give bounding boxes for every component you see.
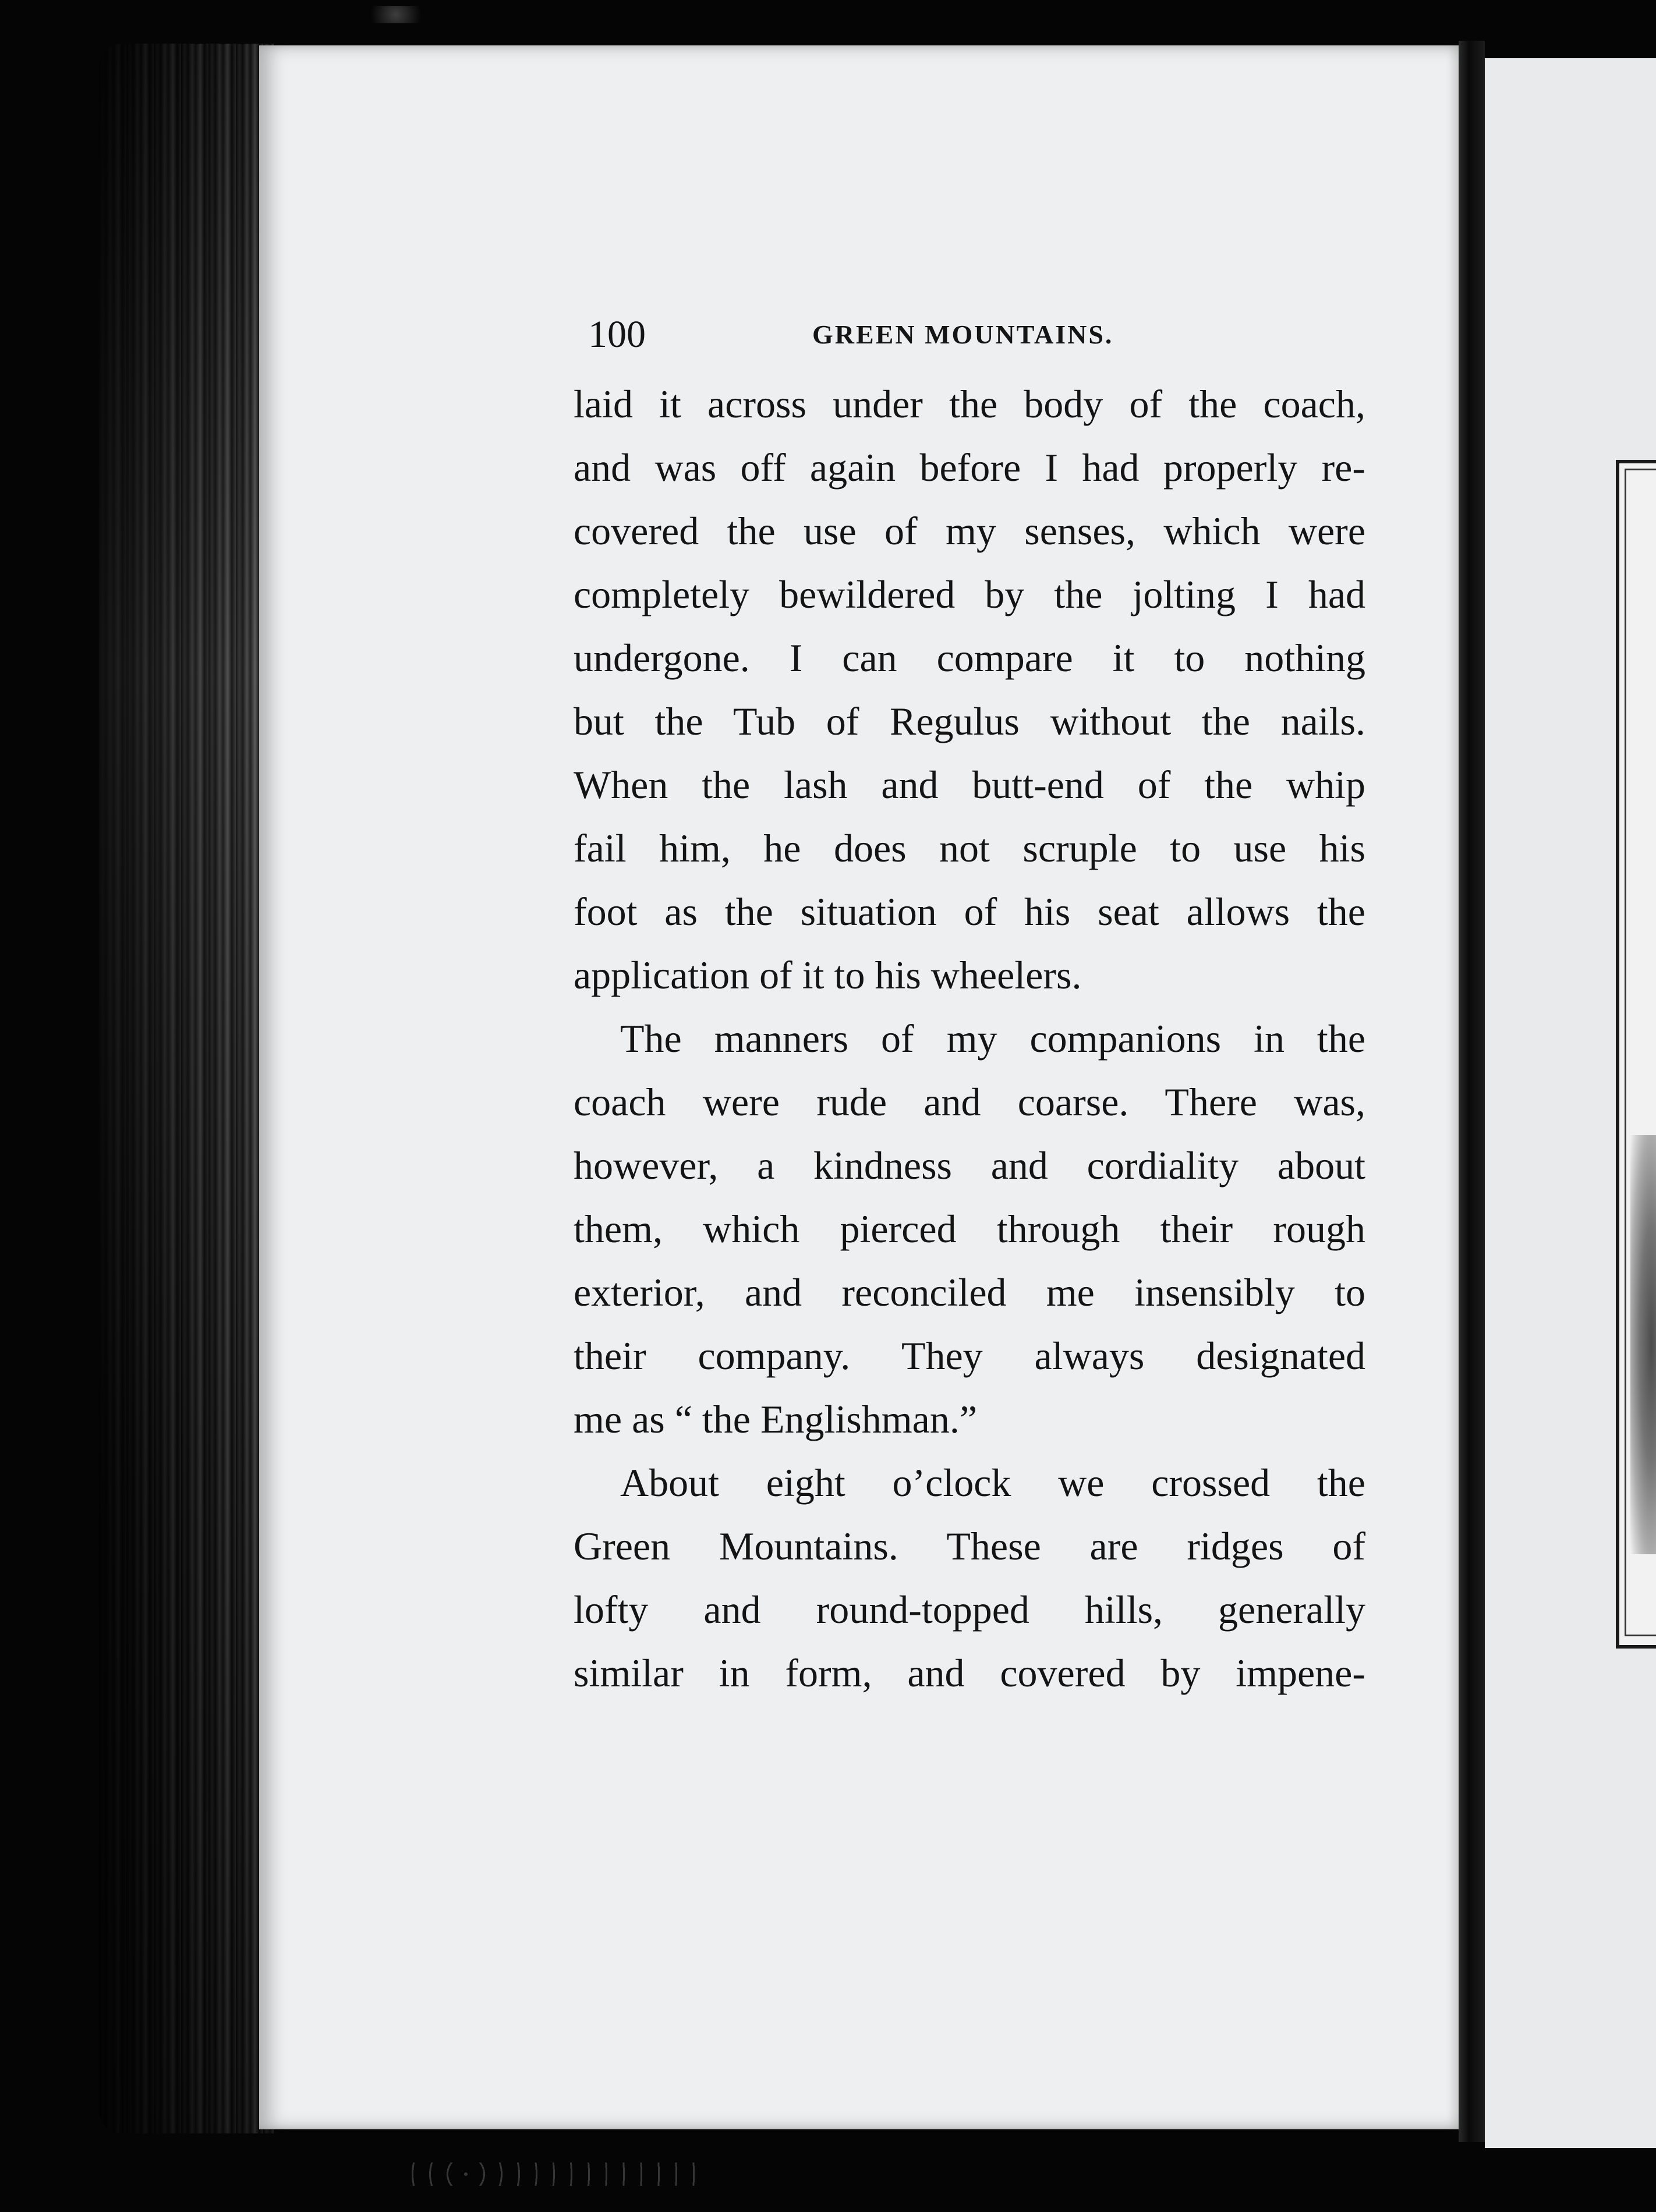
text-line: coach were rude and coarse. There was,	[574, 1080, 1365, 1124]
text-line: application of it to his wheelers.	[574, 953, 1082, 997]
text-line: foot as the situation of his seat allows the	[574, 889, 1365, 934]
text-line: them, which pierced through their rough	[574, 1207, 1365, 1251]
text-line: and was off again before I had properly re-	[574, 445, 1365, 490]
scan-specks	[408, 2163, 699, 2186]
text-line: similar in form, and covered by impene-	[574, 1651, 1365, 1695]
book-gutter	[1459, 41, 1485, 2142]
text-line: Green Mountains. These are ridges of	[574, 1524, 1365, 1568]
text-line: When the lash and butt-end of the whip	[574, 763, 1365, 807]
text-line: me as “ the Englishman.”	[574, 1397, 978, 1441]
facing-plate-illustration	[1630, 1135, 1656, 1554]
text-line: covered the use of my senses, which were	[574, 509, 1365, 553]
page-number: 100	[588, 313, 646, 356]
text-line: exterior, and reconciled me insensibly to	[574, 1270, 1365, 1314]
text-line: The manners of my companions in the	[620, 1016, 1365, 1061]
running-title: GREEN MOUNTAINS.	[812, 320, 1114, 349]
text-line: About eight o’clock we crossed the	[620, 1461, 1365, 1505]
body-text	[574, 373, 1365, 1705]
text-line: completely bewildered by the jolting I had	[574, 572, 1365, 616]
text-line: however, a kindness and cordiality about	[574, 1143, 1365, 1187]
scan-speck	[361, 6, 431, 23]
text-line: fail him, he does not scruple to use his	[574, 826, 1365, 870]
text-line: but the Tub of Regulus without the nails.	[574, 699, 1365, 743]
text-line: lofty and round-topped hills, generally	[574, 1587, 1365, 1632]
text-line: their company. They always designated	[574, 1334, 1365, 1378]
page-header	[588, 311, 1368, 358]
text-line: laid it across under the body of the coach,	[574, 382, 1365, 426]
text-line: undergone. I can compare it to nothing	[574, 636, 1365, 680]
book-fore-edge	[99, 44, 274, 2133]
